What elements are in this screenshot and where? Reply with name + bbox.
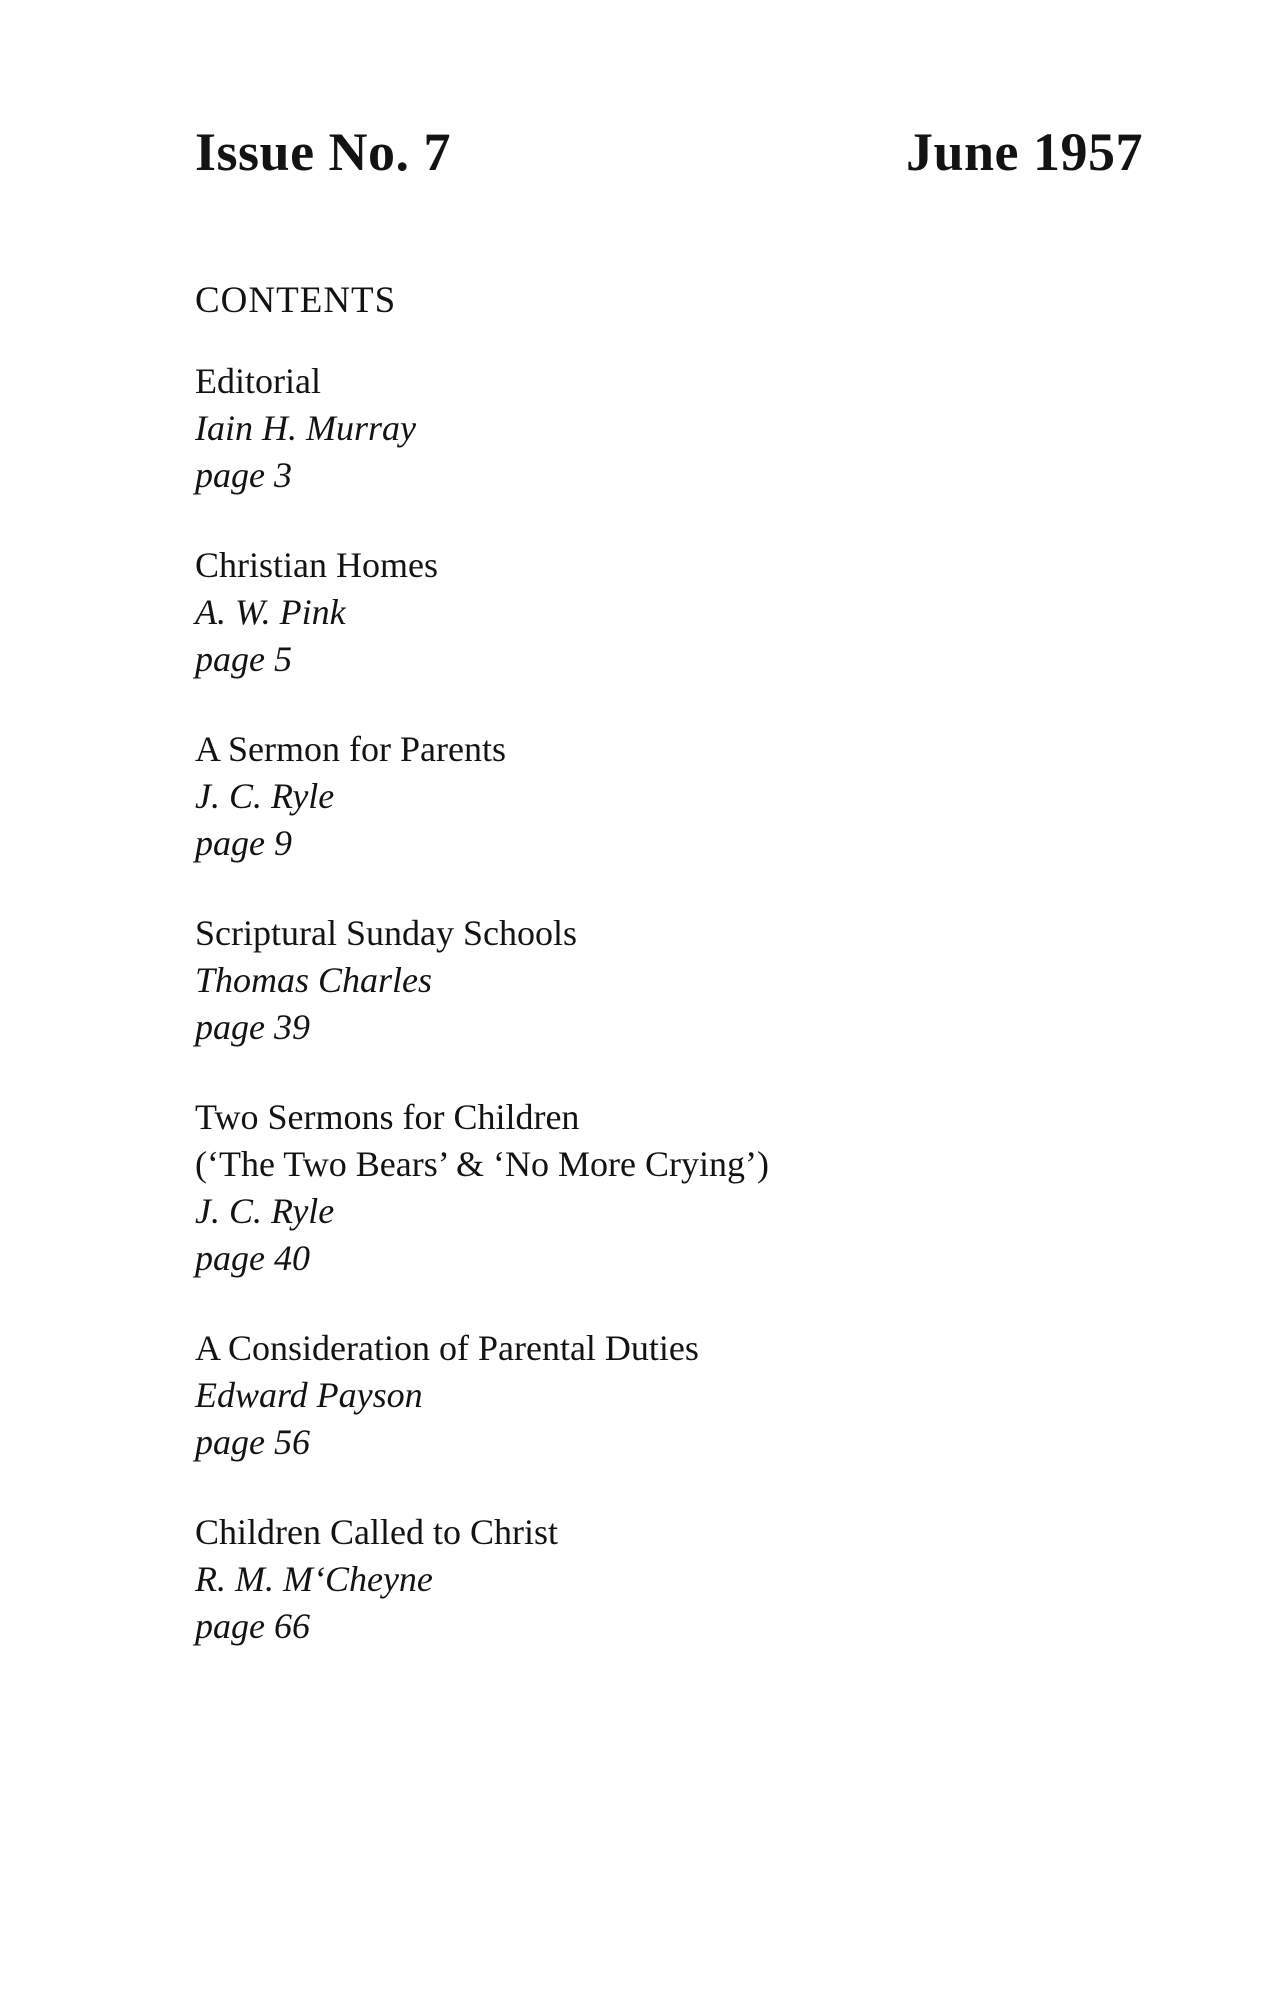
entry-author: Edward Payson xyxy=(195,1375,423,1415)
contents-entry xyxy=(195,358,1143,499)
issue-number: Issue No. 7 xyxy=(195,122,452,182)
contents-entry xyxy=(195,1094,1143,1282)
entry-author: A. W. Pink xyxy=(195,592,346,632)
entry-title: Two Sermons for Children xyxy=(195,1097,580,1137)
masthead xyxy=(195,122,1143,182)
entry-page: page 56 xyxy=(195,1422,310,1462)
entry-author: J. C. Ryle xyxy=(195,776,335,816)
issue-date: June 1957 xyxy=(905,122,1143,182)
entry-title: Editorial xyxy=(195,361,321,401)
entry-author: J. C. Ryle xyxy=(195,1191,335,1231)
entry-page: page 39 xyxy=(195,1007,310,1047)
contents-entry xyxy=(195,1509,1143,1650)
contents-list xyxy=(195,358,1143,1650)
contents-heading: CONTENTS xyxy=(195,280,397,321)
entry-author: R. M. M‘Cheyne xyxy=(195,1559,433,1599)
entry-title: A Sermon for Parents xyxy=(195,729,506,769)
entry-title: Children Called to Christ xyxy=(195,1512,558,1552)
entry-page: page 40 xyxy=(195,1238,310,1278)
entry-title: A Consideration of Parental Duties xyxy=(195,1328,699,1368)
contents-entry xyxy=(195,910,1143,1051)
entry-page: page 5 xyxy=(195,639,292,679)
entry-title: Christian Homes xyxy=(195,545,438,585)
contents-entry xyxy=(195,1325,1143,1466)
entry-page: page 66 xyxy=(195,1606,310,1646)
entry-author: Iain H. Murray xyxy=(195,408,416,448)
entry-page: page 9 xyxy=(195,823,292,863)
contents-entry xyxy=(195,542,1143,683)
entry-author: Thomas Charles xyxy=(195,960,433,1000)
entry-title: Scriptural Sunday Schools xyxy=(195,913,577,953)
entry-page: page 3 xyxy=(195,455,292,495)
entry-subtitle: (‘The Two Bears’ & ‘No More Crying’) xyxy=(195,1144,769,1184)
contents-entry xyxy=(195,726,1143,867)
